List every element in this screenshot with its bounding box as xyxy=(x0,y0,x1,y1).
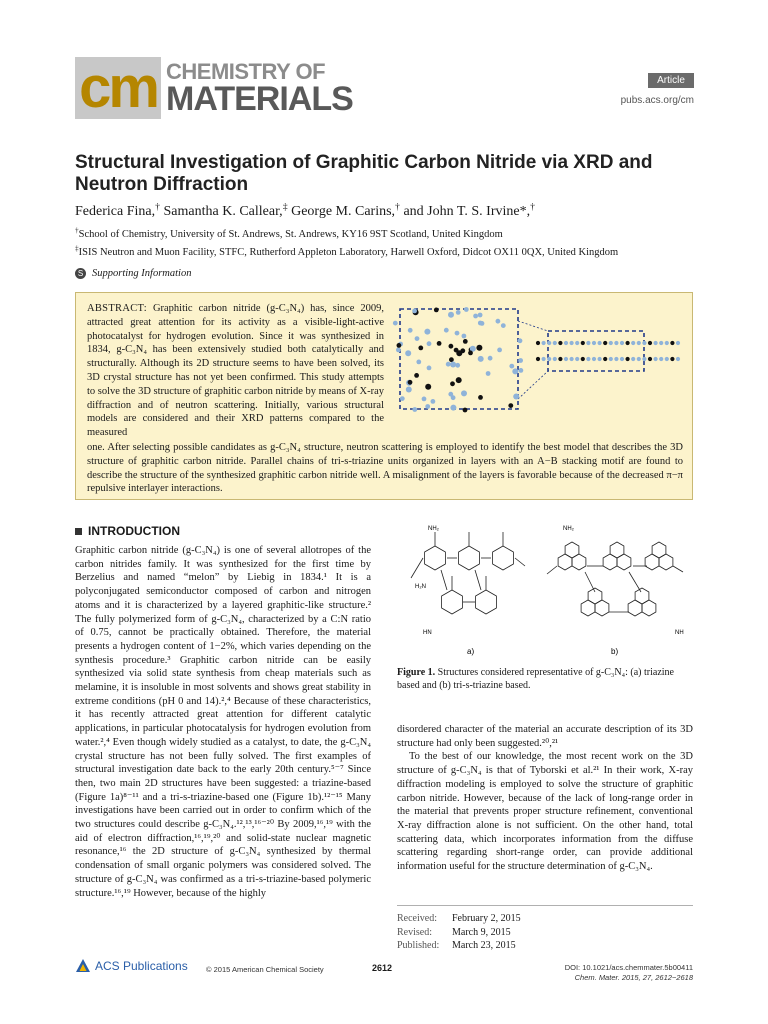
atom-sphere xyxy=(416,360,421,365)
atom-sphere xyxy=(676,341,680,345)
atom-sphere xyxy=(431,399,436,404)
atom-sphere xyxy=(654,357,658,361)
bond-line xyxy=(475,570,481,590)
author-affil-mark: † xyxy=(530,201,535,213)
atom-sphere xyxy=(412,309,417,314)
atom-sphere xyxy=(670,357,674,361)
journal-logo-line2: MATERIALS xyxy=(166,80,353,118)
bond-line xyxy=(411,558,423,578)
atom-sphere xyxy=(542,341,546,345)
atom-sphere xyxy=(642,357,646,361)
atom-sphere xyxy=(497,348,502,353)
atom-sphere xyxy=(461,390,467,396)
author-affil-mark: ‡ xyxy=(282,201,288,213)
atom-sphere xyxy=(418,346,423,351)
doi-citation xyxy=(565,963,693,982)
atom-sphere xyxy=(564,341,568,345)
atom-sphere xyxy=(425,404,430,409)
atom-sphere xyxy=(509,364,514,369)
atom-sphere xyxy=(575,341,579,345)
atom-sphere xyxy=(451,395,456,400)
ring-shape xyxy=(459,546,480,570)
abstract-text-left: ABSTRACT: Graphitic carbon nitride (g-C₃N₄) has, since 2009, attracted great attention for its activity as a visible-light-active photocatalyst for hydrogen evolution. Since it was synthesized in 1834, g-C₃N₄ has been extensively studied both catalytically and structurally. Although its 2D structure seems to have been solved, its 3D crystal structure has not yet been confirmed. This study attempts to solve the 3D structure of graphitic carbon nitride by means of X-ray diffraction and of neutron scattering. Initially, various structural models are considered and their XRD patterns compared to the measured xyxy=(87,303,384,439)
author-name[interactable]: Federica Fina, xyxy=(75,204,156,219)
atom-sphere xyxy=(536,357,540,361)
journal-url-link[interactable]: pubs.acs.org/cm xyxy=(620,95,694,106)
atom-sphere xyxy=(408,328,413,333)
atom-sphere xyxy=(642,341,646,345)
atom-sphere xyxy=(456,310,461,315)
atom-sphere xyxy=(508,403,513,408)
atom-sphere xyxy=(478,313,483,318)
author-name[interactable]: and John T. S. Irvine*, xyxy=(403,204,531,219)
intro-right-column xyxy=(397,723,693,874)
atom-sphere xyxy=(542,357,546,361)
author-affil-mark: † xyxy=(155,201,160,213)
doi-link[interactable]: DOI: 10.1021/acs.chemmater.5b00411 xyxy=(564,963,693,972)
atom-sphere xyxy=(598,341,602,345)
figure-1-caption: Figure 1. Structures considered representative of g-C₃N₄: (a) triazine based and (b) tri-s-triazine based. xyxy=(397,667,674,691)
bond-line xyxy=(585,572,595,592)
ring-shape xyxy=(595,600,609,616)
atom-sphere xyxy=(665,341,669,345)
affiliation: †School of Chemistry, University of St. Andrews, St. Andrews, KY16 9ST Scotland, United Kingdom xyxy=(75,225,503,240)
atom-sphere xyxy=(437,341,442,346)
journal-logo-line1: CHEMISTRY OF xyxy=(166,59,326,84)
ring-shape xyxy=(628,600,642,616)
atom-sphere xyxy=(575,357,579,361)
atom-sphere xyxy=(603,357,607,361)
atom-sphere xyxy=(648,341,652,345)
supporting-info-label: Supporting Information xyxy=(92,268,192,279)
atom-sphere xyxy=(659,357,663,361)
atom-sphere xyxy=(586,357,590,361)
fig1-label-b: b) xyxy=(611,647,619,656)
atom-sphere xyxy=(592,341,596,345)
atom-sphere xyxy=(408,380,413,385)
abstract-graphic xyxy=(388,303,684,423)
atom-sphere xyxy=(464,307,469,312)
atom-sphere xyxy=(405,350,411,356)
atom-sphere xyxy=(393,321,398,326)
atom-sphere xyxy=(592,357,596,361)
ring-shape xyxy=(617,554,631,570)
fig1-nh-label: NH xyxy=(675,630,684,636)
atom-sphere xyxy=(449,357,454,362)
atom-sphere xyxy=(519,368,524,373)
atom-sphere xyxy=(513,394,519,400)
atom-sphere xyxy=(665,357,669,361)
atom-sphere xyxy=(581,357,585,361)
atom-sphere xyxy=(496,319,501,324)
ring-shape xyxy=(476,590,497,614)
abstract-text-continued: one. After selecting possible candidates as g-C₃N₄ structure, neutron scattering is employed to identify the best model that describes the 3D structure of graphitic carbon nitride. Parallel chains of tri-s-triazine units organized in layers with an A−B stacking motif are found to describe the structure of the synthesized graphitic carbon nitride well. A misalignment of the layers is favorable because of the decreased π−π repulsive interlayer interactions. xyxy=(87,442,683,495)
atom-sphere xyxy=(586,341,590,345)
atom-sphere xyxy=(422,397,427,402)
ring-shape xyxy=(493,546,514,570)
atom-sphere xyxy=(620,341,624,345)
atom-sphere xyxy=(486,371,491,376)
atom-sphere xyxy=(468,351,473,356)
atom-sphere xyxy=(488,356,493,361)
atom-sphere xyxy=(609,357,613,361)
atom-sphere xyxy=(512,368,518,374)
atom-sphere xyxy=(553,357,557,361)
atom-sphere xyxy=(406,387,412,393)
intro-left-column: Graphitic carbon nitride (g-C₃N₄) is one of several allotropes of the carbon nitrides family. It was synthesized for the first time by Berzelius and named “melon” by Liebig in 1834.¹ It is a polyconjugated semiconductor composed of carbon and nitrogen atoms and it is characterized by a layered graphitic-like structure.² The fully polymerized form of g-C₃N₄, characterized by a C:N ratio of 0.75, cannot be practically obtained. Therefore, the material presents a hydrogen content of 1−2%, which varies depending on the synthesis procedure.³ Graphitic carbon nitride can be easily synthesized via solid state synthesis from cheap materials such as melamine, it is insoluble in most solvents and shows great stability in extreme conditions (pH 0 and 14).²,⁴ Because of these characteristics, it has recently attracted great attention for different catalytic applications, in particular photocatalysis for hydrogen evolution from water.²,⁴ Even though widely studied as a catalyst, to date, the g-C₃N₄ crystal structure has not been fully solved. The first examples of structural investigation date back to the early 20th century.⁵⁻⁷ Since then, two main 2D structures have been suggested: a triazine-based (Figure 1a)⁸⁻¹¹ and a tri-s-triazine-based one (Figure 1b).¹²⁻¹⁵ Many investigations have been carried out in order to confirm which of the two structures could describe g-C₃N₄.¹²,¹³,¹⁶⁻²⁰ By 2009,¹⁶,¹⁹ with the aid of electron diffraction,¹⁶,¹⁹,²⁰ and solid-state nuclear magnetic resonance,¹⁶ the 2D structure of g-C₃N₄ synthesized by thermal condensation of small organic polymers was considered solved. The structure of g-C₃N₄ was confirmed as a tri-s-triazine-based polymeric structure.¹⁶,¹⁹ However, because of the highly xyxy=(75,545,371,899)
atom-sphere xyxy=(478,395,483,400)
article-type-badge: Article xyxy=(648,73,694,88)
atom-sphere xyxy=(397,343,402,348)
atom-sphere xyxy=(564,357,568,361)
atom-sphere xyxy=(631,357,635,361)
journal-logo-mark: cm xyxy=(75,57,161,119)
atom-sphere xyxy=(412,407,417,412)
atom-sphere xyxy=(444,328,449,333)
atom-sphere xyxy=(626,357,630,361)
atom-sphere xyxy=(456,350,462,356)
acs-logo-icon xyxy=(75,958,91,974)
bond-line xyxy=(629,572,641,592)
atom-sphere xyxy=(456,377,462,383)
atom-sphere xyxy=(603,341,607,345)
atom-sphere xyxy=(518,358,523,363)
page-number: 2612 xyxy=(372,963,393,973)
bond-line xyxy=(441,570,447,590)
atom-sphere xyxy=(446,362,451,367)
abstract-label: ABSTRACT: xyxy=(87,303,147,314)
atom-sphere xyxy=(427,366,432,371)
figure-1-structures xyxy=(397,522,693,660)
ring-shape xyxy=(558,554,572,570)
ring-shape xyxy=(572,554,586,570)
atom-sphere xyxy=(558,341,562,345)
atom-sphere xyxy=(659,341,663,345)
atom-sphere xyxy=(620,357,624,361)
ring-shape xyxy=(425,546,446,570)
atom-sphere xyxy=(570,357,574,361)
atom-sphere xyxy=(553,341,557,345)
atom-sphere xyxy=(414,373,419,378)
history-row: Received: February 2, 2015 xyxy=(397,913,521,924)
paragraph: disordered character of the material an accurate description of its 3D structure had only been suggested.²⁰,²¹ xyxy=(397,724,693,749)
atom-sphere xyxy=(478,356,484,362)
ring-shape xyxy=(659,554,673,570)
ring-shape xyxy=(645,554,659,570)
atom-sphere xyxy=(614,341,618,345)
author-affil-mark: † xyxy=(395,201,400,213)
atom-sphere xyxy=(476,345,482,351)
atom-sphere xyxy=(631,341,635,345)
atom-sphere xyxy=(449,344,454,349)
article-title: Structural Investigation of Graphitic Carbon Nitride via XRD and Neutron Diffraction xyxy=(75,152,653,195)
atom-sphere xyxy=(609,341,613,345)
article-history xyxy=(397,905,693,953)
atom-sphere xyxy=(598,357,602,361)
atom-sphere xyxy=(455,363,460,368)
atom-sphere xyxy=(455,331,460,336)
author-name[interactable]: George M. Carins, xyxy=(291,204,396,219)
author-list xyxy=(75,201,535,220)
atom-sphere xyxy=(473,314,478,319)
atom-sphere xyxy=(415,336,420,341)
atom-sphere xyxy=(450,381,455,386)
bond-line xyxy=(673,566,683,572)
supporting-info-link[interactable] xyxy=(75,268,191,279)
atom-sphere xyxy=(547,357,551,361)
bond-line xyxy=(547,566,557,574)
ring-shape xyxy=(642,600,656,616)
atom-sphere xyxy=(547,341,551,345)
acs-publications-logo[interactable]: ACS Publications xyxy=(75,958,188,974)
bond-line xyxy=(515,558,525,566)
atom-sphere xyxy=(463,408,468,413)
atom-sphere xyxy=(427,341,432,346)
atom-sphere xyxy=(570,341,574,345)
atom-sphere xyxy=(434,308,439,313)
ring-shape xyxy=(581,600,595,616)
affiliation: ‡ISIS Neutron and Muon Facility, STFC, Rutherford Appleton Laboratory, Harwell Oxford, Didcot OX11 0QX, United Kingdom xyxy=(75,243,619,258)
citation: Chem. Mater. 2015, 27, 2612−2618 xyxy=(574,972,693,982)
atom-sphere xyxy=(518,338,523,343)
ring-shape xyxy=(603,554,617,570)
atom-sphere xyxy=(462,334,467,339)
atom-sphere xyxy=(614,357,618,361)
atom-sphere xyxy=(478,321,483,326)
atom-sphere xyxy=(501,323,506,328)
atom-sphere xyxy=(626,341,630,345)
fig1-nh2-label: NH₂ xyxy=(563,526,574,532)
supporting-info-icon: S xyxy=(75,268,86,279)
atom-sphere xyxy=(463,339,468,344)
section-bullet-icon xyxy=(75,528,82,535)
atom-sphere xyxy=(637,357,641,361)
section-heading-introduction: INTRODUCTION xyxy=(75,524,180,538)
abstract-box xyxy=(75,292,693,500)
atom-sphere xyxy=(536,341,540,345)
fig1-h2n-label: H₂N xyxy=(415,584,426,590)
paragraph: To the best of our knowledge, the most recent work on the 3D structure of g-C₃N₄ is that of Tyborski et al.²¹ In their work, X-ray diffraction modeling is employed to solve the structure of graphitic carbon nitride. However, because of the lack of long-range order in the material that prevents proper structure refinement, conventional X-ray diffraction alone is not sufficient. On the other hand, total scattering data, which incorporates information from the diffuse scattering regarding short-range order, can provide additional information useful for the structure determination of g-C₃N₄. xyxy=(397,751,693,873)
fig1-nh2-label: NH₂ xyxy=(428,526,439,532)
atom-sphere xyxy=(581,341,585,345)
atom-sphere xyxy=(400,396,405,401)
history-row: Published: March 23, 2015 xyxy=(397,940,516,951)
copyright: © 2015 American Chemical Society xyxy=(206,965,324,974)
ring-shape xyxy=(442,590,463,614)
atom-sphere xyxy=(425,384,431,390)
history-row: Revised: March 9, 2015 xyxy=(397,926,511,938)
fig1-hn-label: HN xyxy=(423,630,432,636)
fig1-label-a: a) xyxy=(467,647,475,656)
atom-sphere xyxy=(670,341,674,345)
atom-sphere xyxy=(648,357,652,361)
author-name[interactable]: Samantha K. Callear, xyxy=(163,204,283,219)
atom-sphere xyxy=(558,357,562,361)
atom-sphere xyxy=(450,362,456,368)
atom-sphere xyxy=(450,405,456,411)
atom-sphere xyxy=(448,312,454,318)
atom-sphere xyxy=(676,357,680,361)
atom-sphere xyxy=(396,348,401,353)
atom-sphere xyxy=(424,329,430,335)
atom-sphere xyxy=(654,341,658,345)
atom-sphere xyxy=(637,341,641,345)
